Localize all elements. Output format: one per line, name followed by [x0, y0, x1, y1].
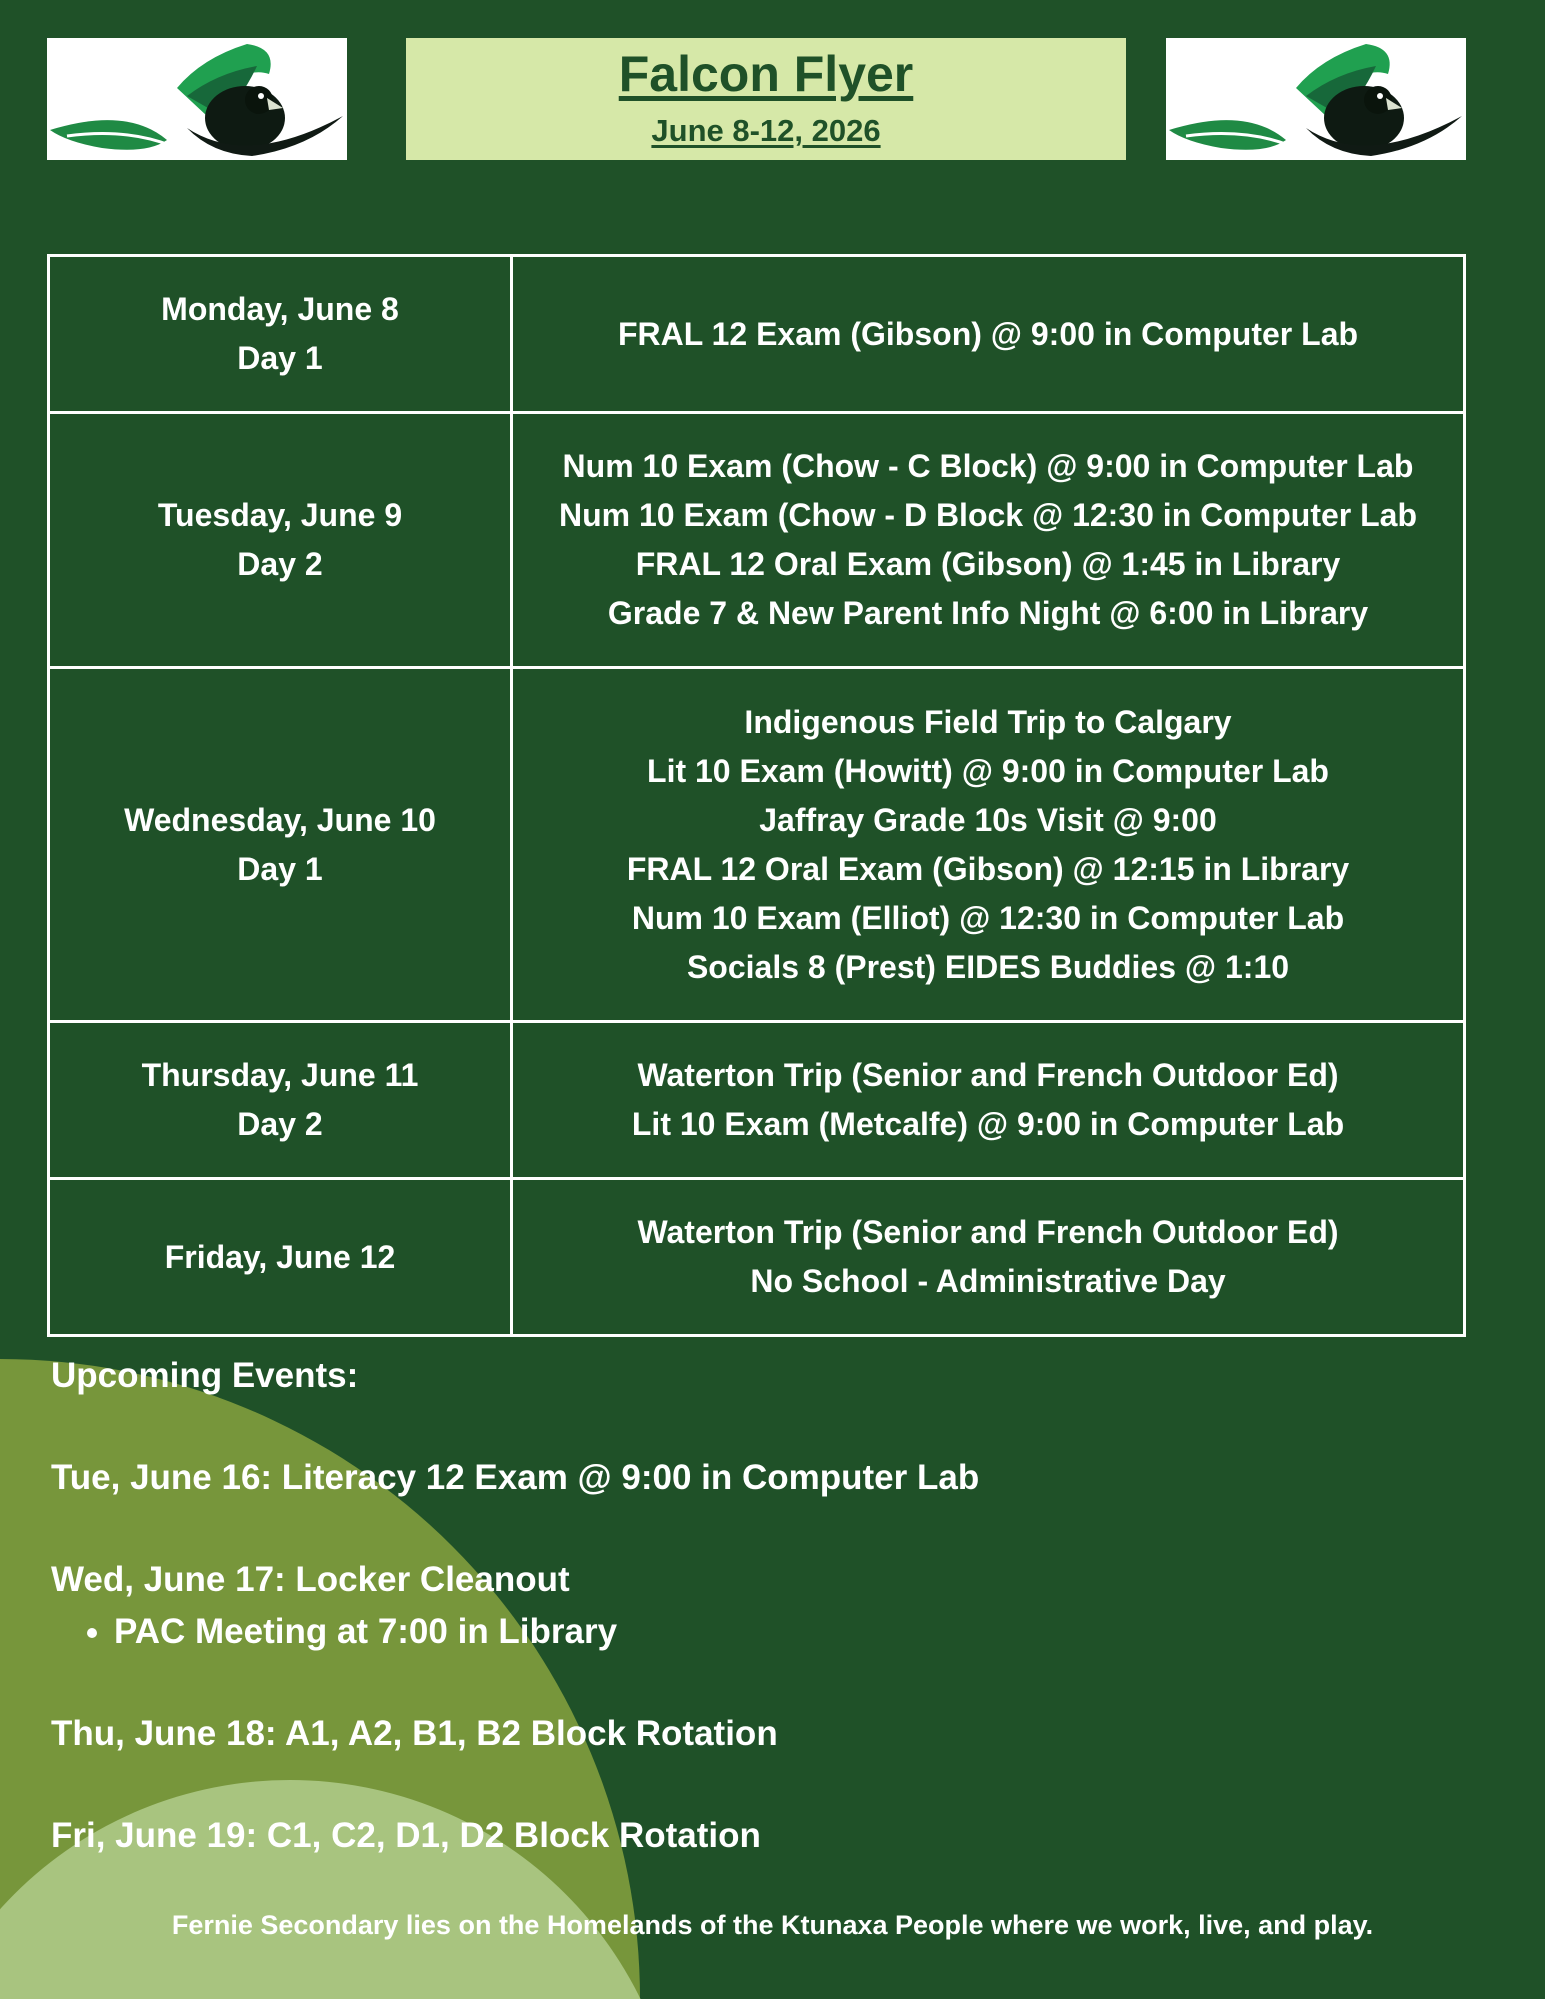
upcoming-events-heading: Upcoming Events: — [51, 1356, 359, 1395]
falcon-logo-right — [1166, 38, 1466, 160]
land-acknowledgement: Fernie Secondary lies on the Homelands of the Ktunaxa People where we work, live, and play. — [171, 1910, 1374, 1940]
upcoming-event: Tue, June 16: Literacy 12 Exam @ 9:00 in Computer Lab — [51, 1458, 980, 1497]
falcon-mascot-icon — [47, 38, 347, 160]
events-cell — [512, 256, 1465, 413]
schedule-row-tuesday — [49, 413, 1465, 668]
day-number: Day 1 — [237, 850, 323, 887]
title-banner — [406, 38, 1126, 160]
event-item: Waterton Trip (Senior and French Outdoor Ed) — [637, 1214, 1339, 1250]
day-number: Day 2 — [237, 546, 323, 582]
event-item: Lit 10 Exam (Howitt) @ 9:00 in Computer Lab — [647, 752, 1329, 789]
event-item: Num 10 Exam (Chow - C Block) @ 9:00 in Computer Lab — [562, 448, 1414, 484]
event-item: Lit 10 Exam (Metcalfe) @ 9:00 in Computer Lab — [631, 1106, 1345, 1142]
event-item: No School - Administrative Day — [750, 1263, 1226, 1299]
day-label: Tuesday, June 9 — [157, 497, 403, 533]
upcoming-event: Wed, June 17: Locker Cleanout — [51, 1560, 570, 1599]
event-item: Indigenous Field Trip to Calgary — [744, 703, 1232, 740]
day-cell — [49, 413, 512, 668]
day-cell — [49, 668, 512, 1022]
event-item: Num 10 Exam (Elliot) @ 12:30 in Computer Lab — [631, 899, 1345, 936]
schedule-row-wednesday — [49, 668, 1465, 1022]
upcoming-events-section — [51, 1350, 979, 1862]
day-label: Wednesday, June 10 — [124, 801, 436, 838]
day-cell — [49, 1179, 512, 1336]
schedule-row-friday — [49, 1179, 1465, 1336]
events-cell — [512, 1022, 1465, 1179]
event-item: Waterton Trip (Senior and French Outdoor Ed) — [637, 1057, 1339, 1093]
schedule-row-monday — [49, 256, 1465, 413]
upcoming-event: Thu, June 18: A1, A2, B1, B2 Block Rotation — [51, 1714, 778, 1753]
weekly-schedule-table — [47, 254, 1466, 1337]
falcon-logo-left — [47, 38, 347, 160]
day-number: Day 1 — [237, 340, 323, 376]
event-item: Grade 7 & New Parent Info Night @ 6:00 in Library — [607, 595, 1369, 631]
day-label: Friday, June 12 — [164, 1238, 396, 1275]
upcoming-event-bullets — [51, 1606, 979, 1658]
newsletter-dates: June 8-12, 2026 — [651, 113, 881, 148]
upcoming-event-bullet: • PAC Meeting at 7:00 in Library — [114, 1606, 979, 1658]
events-cell — [512, 413, 1465, 668]
day-label: Thursday, June 11 — [141, 1057, 419, 1093]
event-item: Jaffray Grade 10s Visit @ 9:00 — [759, 801, 1217, 838]
day-label: Monday, June 8 — [161, 291, 399, 327]
event-item: FRAL 12 Oral Exam (Gibson) @ 12:15 in Library — [626, 850, 1350, 887]
event-item: Num 10 Exam (Chow - D Block @ 12:30 in Computer Lab — [558, 497, 1418, 533]
schedule-row-thursday — [49, 1022, 1465, 1179]
events-cell — [512, 668, 1465, 1022]
day-cell — [49, 256, 512, 413]
day-number: Day 2 — [237, 1106, 323, 1142]
day-cell — [49, 1022, 512, 1179]
event-item: Socials 8 (Prest) EIDES Buddies @ 1:10 — [686, 948, 1290, 985]
event-item: FRAL 12 Exam (Gibson) @ 9:00 in Computer Lab — [617, 315, 1359, 352]
events-cell — [512, 1179, 1465, 1336]
upcoming-event: Fri, June 19: C1, C2, D1, D2 Block Rotation — [51, 1816, 761, 1855]
newsletter-title: Falcon Flyer — [618, 46, 914, 102]
falcon-mascot-icon — [1166, 38, 1466, 160]
event-item: FRAL 12 Oral Exam (Gibson) @ 1:45 in Library — [635, 546, 1341, 582]
